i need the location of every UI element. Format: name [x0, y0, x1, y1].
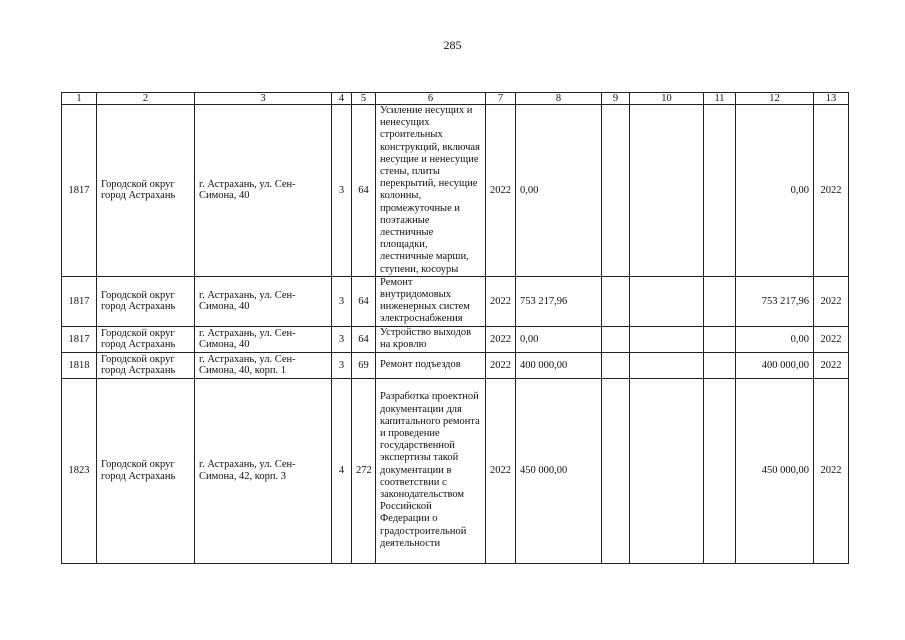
total-cell: 400 000,00 [736, 352, 814, 378]
header-cell: 7 [486, 93, 516, 105]
col5-cell: 64 [352, 326, 376, 352]
row-number: 1817 [62, 326, 97, 352]
col10-cell [630, 352, 704, 378]
table-row [62, 326, 849, 352]
header-cell: 8 [516, 93, 602, 105]
district-cell: Городской округ город Астрахань [97, 105, 195, 277]
col4-cell: 3 [332, 276, 352, 326]
end-year-cell: 2022 [814, 276, 849, 326]
amount-cell: 0,00 [516, 326, 602, 352]
row-number: 1817 [62, 105, 97, 277]
year-cell: 2022 [486, 352, 516, 378]
work-type-cell: Ремонт внутридомовых инженерных систем электроснабжения [376, 276, 486, 326]
col4-cell: 3 [332, 352, 352, 378]
end-year-cell: 2022 [814, 326, 849, 352]
header-cell: 13 [814, 93, 849, 105]
amount-cell: 0,00 [516, 105, 602, 277]
table-row [62, 276, 849, 326]
header-cell: 11 [704, 93, 736, 105]
col5-cell: 64 [352, 276, 376, 326]
page-number: 285 [443, 38, 462, 52]
end-year-cell: 2022 [814, 105, 849, 277]
year-cell: 2022 [486, 105, 516, 277]
address-cell: г. Астрахань, ул. Сен-Симона, 40, корп. 1 [195, 352, 332, 378]
header-cell: 4 [332, 93, 352, 105]
col11-cell [704, 326, 736, 352]
amount-cell: 400 000,00 [516, 352, 602, 378]
col5-cell: 64 [352, 105, 376, 277]
col11-cell [704, 352, 736, 378]
address-cell: г. Астрахань, ул. Сен-Симона, 40 [195, 326, 332, 352]
work-type-cell: Ремонт подъездов [376, 352, 486, 378]
col4-cell: 4 [332, 378, 352, 563]
total-cell: 753 217,96 [736, 276, 814, 326]
work-type-cell: Усиление несущих и ненесущих строительных конструкций, включая несущие и ненесущие стены, плиты перекрытий, несущие колонны, промежуточные и поэтажные лестничные площадки, лестничные марши, ступени, косоуры [376, 105, 486, 277]
total-cell: 0,00 [736, 105, 814, 277]
year-cell: 2022 [486, 378, 516, 563]
col9-cell [602, 378, 630, 563]
address-cell: г. Астрахань, ул. Сен-Симона, 42, корп. 3 [195, 378, 332, 563]
col4-cell: 3 [332, 326, 352, 352]
total-cell: 0,00 [736, 326, 814, 352]
col9-cell [602, 276, 630, 326]
total-cell: 450 000,00 [736, 378, 814, 563]
header-cell: 1 [62, 93, 97, 105]
row-number: 1817 [62, 276, 97, 326]
district-cell: Городской округ город Астрахань [97, 352, 195, 378]
work-type-cell: Устройство выходов на кровлю [376, 326, 486, 352]
col10-cell [630, 326, 704, 352]
work-type-cell: Разработка проектной документации для капитального ремонта и проведение государственной экспертизы такой документации в соответствии с законодательством Российской Федерации о градостроительной деятельности [376, 378, 486, 563]
row-number: 1823 [62, 378, 97, 563]
col9-cell [602, 326, 630, 352]
header-row [62, 93, 849, 105]
header-cell: 5 [352, 93, 376, 105]
col4-cell: 3 [332, 105, 352, 277]
col9-cell [602, 105, 630, 277]
header-cell: 6 [376, 93, 486, 105]
end-year-cell: 2022 [814, 378, 849, 563]
address-cell: г. Астрахань, ул. Сен-Симона, 40 [195, 105, 332, 277]
district-cell: Городской округ город Астрахань [97, 276, 195, 326]
address-cell: г. Астрахань, ул. Сен-Симона, 40 [195, 276, 332, 326]
col10-cell [630, 105, 704, 277]
repair-schedule-table [61, 92, 849, 564]
col10-cell [630, 276, 704, 326]
table-row [62, 352, 849, 378]
end-year-cell: 2022 [814, 352, 849, 378]
col5-cell: 272 [352, 378, 376, 563]
col9-cell [602, 352, 630, 378]
col5-cell: 69 [352, 352, 376, 378]
header-cell: 3 [195, 93, 332, 105]
header-cell: 12 [736, 93, 814, 105]
table-row [62, 105, 849, 277]
col11-cell [704, 378, 736, 563]
header-cell: 10 [630, 93, 704, 105]
year-cell: 2022 [486, 276, 516, 326]
table-row [62, 378, 849, 563]
district-cell: Городской округ город Астрахань [97, 378, 195, 563]
col11-cell [704, 105, 736, 277]
header-cell: 2 [97, 93, 195, 105]
amount-cell: 450 000,00 [516, 378, 602, 563]
row-number: 1818 [62, 352, 97, 378]
header-cell: 9 [602, 93, 630, 105]
col10-cell [630, 378, 704, 563]
col11-cell [704, 276, 736, 326]
year-cell: 2022 [486, 326, 516, 352]
district-cell: Городской округ город Астрахань [97, 326, 195, 352]
amount-cell: 753 217,96 [516, 276, 602, 326]
